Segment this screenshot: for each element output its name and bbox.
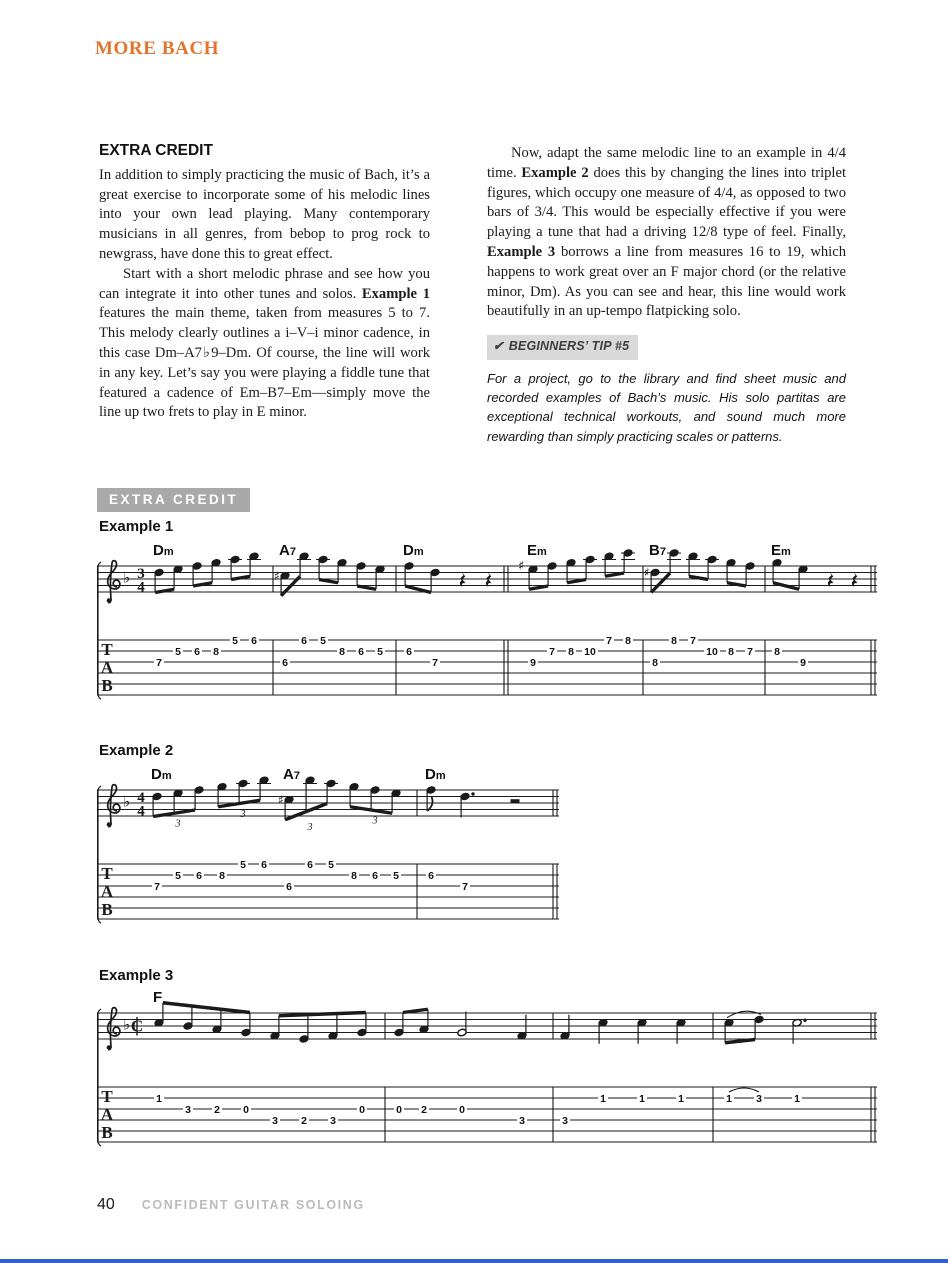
fret-number: 0 xyxy=(243,1103,249,1116)
fret-number: 10 xyxy=(584,645,596,658)
fret-number: 1 xyxy=(794,1092,800,1105)
right-column-text xyxy=(487,144,846,322)
tab-clef xyxy=(101,640,114,695)
fret-number: 6 xyxy=(282,656,288,669)
treble-clef-icon xyxy=(107,785,120,827)
fret-number: 2 xyxy=(301,1114,307,1127)
flat-key-signature-icon: ♭ xyxy=(123,1015,131,1034)
fret-number: 7 xyxy=(690,634,696,647)
example-3-label: Example 3 xyxy=(99,967,174,984)
fret-number: 3 xyxy=(272,1114,278,1127)
fret-number: 0 xyxy=(359,1103,365,1116)
accidental-icon: ♯ xyxy=(278,792,284,807)
fret-number: 6 xyxy=(301,634,307,647)
flat-key-signature-icon: ♭ xyxy=(123,568,131,587)
time-signature xyxy=(137,790,145,820)
fret-number: 6 xyxy=(358,645,364,658)
accidental-icon: ♯ xyxy=(274,568,280,583)
fret-number: 8 xyxy=(219,869,225,882)
tip-title: BEGINNERS’ TIP #5 xyxy=(508,339,630,354)
fret-number: 3 xyxy=(756,1092,762,1105)
chord-symbol: Dm xyxy=(153,542,174,559)
fret-number: 0 xyxy=(396,1103,402,1116)
fret-number: 9 xyxy=(530,656,536,669)
fret-number: 7 xyxy=(154,880,160,893)
fret-number: 5 xyxy=(232,634,238,647)
svg-text:B: B xyxy=(101,676,113,695)
fret-number: 5 xyxy=(393,869,399,882)
fret-number: 8 xyxy=(568,645,574,658)
fret-number: 3 xyxy=(562,1114,568,1127)
fret-number: 6 xyxy=(194,645,200,658)
left-column xyxy=(99,141,430,423)
fret-number: 7 xyxy=(432,656,438,669)
fret-number: 0 xyxy=(459,1103,465,1116)
paragraph: In addition to simply practicing the music of Bach, it’s a great exercise to incorporate some of his melodic lines into your own lead playing. Many contemporary musicians in all genres, from bebop to prog rock to newgrass, have done this to great effect. xyxy=(99,166,430,262)
cut-time-icon xyxy=(131,1016,143,1035)
fret-number: 6 xyxy=(307,858,313,871)
example-3-notation xyxy=(97,989,877,1156)
svg-text:4: 4 xyxy=(137,803,145,820)
extra-credit-heading: EXTRA CREDIT xyxy=(99,142,213,159)
fret-number: 7 xyxy=(156,656,162,669)
fret-number: 8 xyxy=(625,634,631,647)
fret-number: 6 xyxy=(428,869,434,882)
chord-symbol: F xyxy=(153,989,163,1006)
chord-symbol: A7 xyxy=(279,542,296,559)
svg-text:A: A xyxy=(100,1105,114,1124)
tab-clef xyxy=(101,864,114,919)
time-signature xyxy=(137,566,145,596)
fret-number: 5 xyxy=(328,858,334,871)
svg-text:T: T xyxy=(101,640,113,659)
fret-number: 7 xyxy=(549,645,555,658)
svg-text:C: C xyxy=(130,1016,144,1036)
fret-number: 8 xyxy=(671,634,677,647)
triplet-number: 3 xyxy=(175,818,181,830)
fret-number: 3 xyxy=(519,1114,525,1127)
paragraph: Now, adapt the same melodic line to an example in 4/4 time. Example 2 does this by changing the lines into triplet figures, which occupy one measure of 4/4, as opposed to two bars of 3/4. This would be especially effective if you were playing a tune that had a driving 12/8 type of feel. Finally, Example 3 borrows a line from measures 16 to 19, which happens to work great over an F major chord (or the relative minor, Dm). As you can see and hear, this line would work beautifully in an up-tempo flatpicking solo. xyxy=(487,145,847,320)
fret-number: 3 xyxy=(185,1103,191,1116)
fret-number: 5 xyxy=(320,634,326,647)
checkmark-icon: ✔ xyxy=(493,339,504,354)
svg-text:A: A xyxy=(100,658,114,677)
treble-clef-icon xyxy=(107,1008,120,1050)
svg-text:4: 4 xyxy=(137,579,145,596)
triplet-number: 3 xyxy=(240,808,246,820)
tip-header xyxy=(487,335,638,360)
chord-symbol: A7 xyxy=(283,766,300,783)
paragraph: Start with a short melodic phrase and see how you can integrate it into other tunes and solos. Example 1 features the main theme, taken from measures 5 to 7. This melody clearly outlines a i–V–i minor cadence, in this case Dm–A7♭9–Dm. Of course, the line will work in any key. Let’s say you were playing a fiddle tune that featured a cadence of Em–B7–Em—simply move the line up two frets to play in E minor. xyxy=(99,265,430,421)
left-column-text xyxy=(99,166,430,423)
fret-number: 5 xyxy=(175,645,181,658)
sharp-key-change-icon: ♯ xyxy=(518,559,525,574)
fret-number: 5 xyxy=(377,645,383,658)
beginners-tip xyxy=(487,335,846,446)
fret-number: 6 xyxy=(261,858,267,871)
fret-number: 5 xyxy=(175,869,181,882)
chord-symbol: Em xyxy=(527,542,547,559)
fret-number: 6 xyxy=(251,634,257,647)
fret-number: 1 xyxy=(639,1092,645,1105)
accidental-icon: ♯ xyxy=(644,565,650,580)
fret-number: 10 xyxy=(706,645,718,658)
fret-number: 8 xyxy=(339,645,345,658)
fret-number: 6 xyxy=(406,645,412,658)
fret-number: 2 xyxy=(214,1103,220,1116)
chord-symbol: Dm xyxy=(425,766,446,783)
fret-number: 6 xyxy=(196,869,202,882)
svg-text:B: B xyxy=(101,900,113,919)
fret-number: 6 xyxy=(286,880,292,893)
page-title: MORE BACH xyxy=(95,38,220,59)
chord-symbol: Dm xyxy=(403,542,424,559)
fret-number: 8 xyxy=(351,869,357,882)
bottom-accent-bar xyxy=(0,1259,948,1263)
chord-symbol: Em xyxy=(771,542,791,559)
fret-number: 6 xyxy=(372,869,378,882)
right-column xyxy=(487,141,846,446)
tip-body: For a project, go to the library and find sheet music and recorded examples of Bach’s music. His solo partitas are exceptional technical workouts, and sound much more rewarding than simply practicing scales or patterns. xyxy=(487,370,846,444)
page-footer xyxy=(97,1196,365,1214)
chord-symbol: Dm xyxy=(151,766,172,783)
svg-text:T: T xyxy=(101,1087,113,1106)
fret-number: 3 xyxy=(330,1114,336,1127)
section-badge: EXTRA CREDIT xyxy=(97,488,250,512)
fret-number: 8 xyxy=(213,645,219,658)
half-rest-icon xyxy=(511,799,520,803)
triplet-number: 3 xyxy=(307,821,313,833)
flat-key-signature-icon: ♭ xyxy=(123,792,131,811)
example-2-label: Example 2 xyxy=(99,742,174,759)
tab-clef xyxy=(101,1087,114,1142)
fret-number: 2 xyxy=(421,1103,427,1116)
fret-number: 8 xyxy=(652,656,658,669)
svg-text:3: 3 xyxy=(137,565,145,582)
page-number: 40 xyxy=(97,1196,115,1213)
fret-number: 7 xyxy=(462,880,468,893)
example-1-label: Example 1 xyxy=(99,518,174,535)
book-title: CONFIDENT GUITAR SOLOING xyxy=(141,1198,365,1212)
fret-number: 1 xyxy=(600,1092,606,1105)
fret-number: 5 xyxy=(240,858,246,871)
fret-number: 8 xyxy=(728,645,734,658)
triplet-number: 3 xyxy=(372,815,378,827)
fret-number: 7 xyxy=(606,634,612,647)
chord-symbol: B7 xyxy=(649,542,666,559)
fret-number: 1 xyxy=(678,1092,684,1105)
svg-text:4: 4 xyxy=(137,789,145,806)
svg-text:A: A xyxy=(100,882,114,901)
treble-clef-icon xyxy=(107,561,120,603)
fret-number: 7 xyxy=(747,645,753,658)
fret-number: 9 xyxy=(800,656,806,669)
fret-number: 8 xyxy=(774,645,780,658)
fret-number: 1 xyxy=(156,1092,162,1105)
fret-number: 1 xyxy=(726,1092,732,1105)
svg-text:T: T xyxy=(101,864,113,883)
example-2-notation xyxy=(97,766,559,933)
svg-text:B: B xyxy=(101,1123,113,1142)
example-1-notation xyxy=(97,542,877,709)
